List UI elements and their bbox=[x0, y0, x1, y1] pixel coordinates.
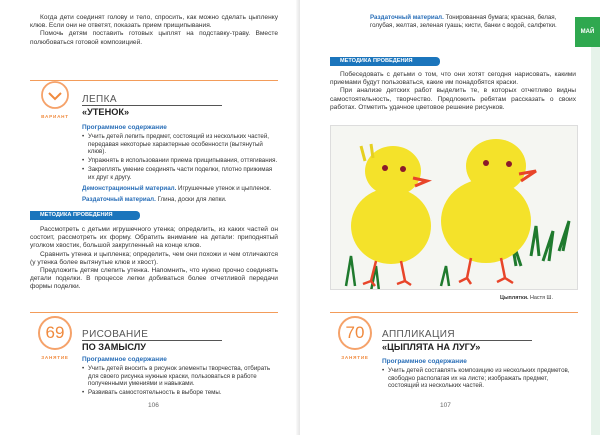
handout-material-text: Тонированная бумага; красная, белая, голубая, желтая, зеленая гуашь; кисти, банки с водой, салфетки. bbox=[370, 14, 557, 29]
lesson-number-badge: 69 bbox=[38, 316, 72, 350]
lesson-subtitle: «ЦЫПЛЯТА НА ЛУГУ» bbox=[382, 340, 532, 352]
lesson-subtitle: «УТЕНОК» bbox=[82, 105, 222, 117]
lesson-subtitle: ПО ЗАМЫСЛУ bbox=[82, 340, 222, 352]
section-divider bbox=[30, 312, 278, 313]
list-item: • Упражнять в использовании приема прищипывания, оттягивания. bbox=[82, 157, 278, 165]
demo-material bbox=[82, 185, 278, 193]
intro-text bbox=[30, 14, 278, 47]
section-divider bbox=[30, 80, 278, 81]
handout-material-label: Раздаточный материал. bbox=[370, 14, 444, 21]
method-paragraph: Рассмотреть с детьми игрушечного утенка; определить, из каких частей он состоит, рассмотреть их форму. Обратить внимание на детали: приподнятый уголком хвостик, большой закругленный на конце клюв. bbox=[30, 226, 278, 250]
lesson-title: РИСОВАНИЕ bbox=[82, 329, 149, 340]
handout-material bbox=[82, 196, 278, 204]
program-heading: Программное содержание bbox=[82, 124, 167, 131]
lesson-number-label: ЗАНЯТИЕ bbox=[341, 355, 369, 360]
image-caption bbox=[500, 295, 553, 301]
list-item: • Учить детей вносить в рисунок элементы творчества, отбирать для своего рисунка нужные краски, пользоваться в работе полученными умениями и навыками. bbox=[82, 365, 278, 388]
right-page bbox=[300, 0, 600, 435]
demo-material-label: Демонстрационный материал. bbox=[82, 185, 177, 192]
lesson-title: ЛЕПКА bbox=[82, 94, 117, 105]
handout-material-text: Глина, доски для лепки. bbox=[157, 196, 227, 203]
list-item: • Закреплять умение соединять части поделки, плотно прижимая их друг к другу. bbox=[82, 166, 278, 181]
variant-icon bbox=[40, 80, 70, 110]
lesson-number-label: ЗАНЯТИЕ bbox=[41, 355, 69, 360]
caption-author: Настя Ш. bbox=[530, 295, 553, 301]
page-number: 107 bbox=[440, 402, 451, 409]
list-item: • Учить детей составлять композицию из нескольких предметов, свободно располагая их на листе; изображать предмет, состоящий из нескольких частей. bbox=[382, 367, 578, 390]
program-heading: Программное содержание bbox=[82, 356, 167, 363]
demo-material-text: Игрушечные утенок и цыпленок. bbox=[178, 185, 272, 192]
page-number: 106 bbox=[148, 402, 159, 409]
program-list bbox=[382, 367, 578, 391]
program-list bbox=[82, 133, 278, 183]
variant-label: ВАРИАНТ bbox=[41, 114, 69, 119]
program-heading: Программное содержание bbox=[382, 358, 467, 365]
method-text bbox=[330, 71, 576, 112]
intro-paragraph: Когда дети соединят голову и тело, спросить, как можно сделать цыпленку клюв. Если они не ответят, показать прием прищипывания. bbox=[30, 14, 278, 30]
handout-material bbox=[370, 14, 570, 29]
month-tab: МАЙ bbox=[575, 17, 600, 47]
method-paragraph: Предложить детям слепить утенка. Напомнить, что нужно прочно соединять детали поделки. В процессе лепки добиваться более отчетливой передачи формы поделки. bbox=[30, 267, 278, 291]
side-stripe bbox=[591, 47, 600, 435]
caption-title: Цыплятки. bbox=[500, 295, 529, 301]
chicks-drawing bbox=[330, 125, 578, 290]
handout-material-label: Раздаточный материал. bbox=[82, 196, 156, 203]
list-item: • Развивать самостоятельность в выборе темы. bbox=[82, 389, 278, 397]
lesson-title: АППЛИКАЦИЯ bbox=[382, 329, 455, 340]
method-bar: МЕТОДИКА ПРОВЕДЕНИЯ bbox=[30, 211, 140, 220]
method-paragraph: Сравнить утенка и цыпленка; определить, чем они похожи и чем отличаются (у утенка более вытянутые клюв и хвост). bbox=[30, 250, 278, 266]
method-bar: МЕТОДИКА ПРОВЕДЕНИЯ bbox=[330, 57, 440, 66]
section-divider bbox=[330, 312, 578, 313]
method-paragraph: Побеседовать с детьми о том, что они хотят сегодня нарисовать, какими приемами будут пользоваться, какие им понадобятся краски. bbox=[330, 71, 576, 87]
intro-paragraph: Помочь детям поставить готовых цыплят на подставку-траву. Вместе полюбоваться готовой композицией. bbox=[30, 30, 278, 46]
method-text bbox=[30, 226, 278, 292]
lesson-number-badge: 70 bbox=[338, 316, 372, 350]
list-item: • Учить детей лепить предмет, состоящий из нескольких частей, передавая некоторые характерные особенности (вытянутый клюв). bbox=[82, 133, 278, 156]
method-paragraph: При анализе детских работ выделить те, в которых отчетливо видны самостоятельность, творчество. Предложить ребятам рассказать о своих работах. Отметить удачное цветовое решение рисунков. bbox=[330, 87, 576, 111]
program-list bbox=[82, 365, 278, 398]
